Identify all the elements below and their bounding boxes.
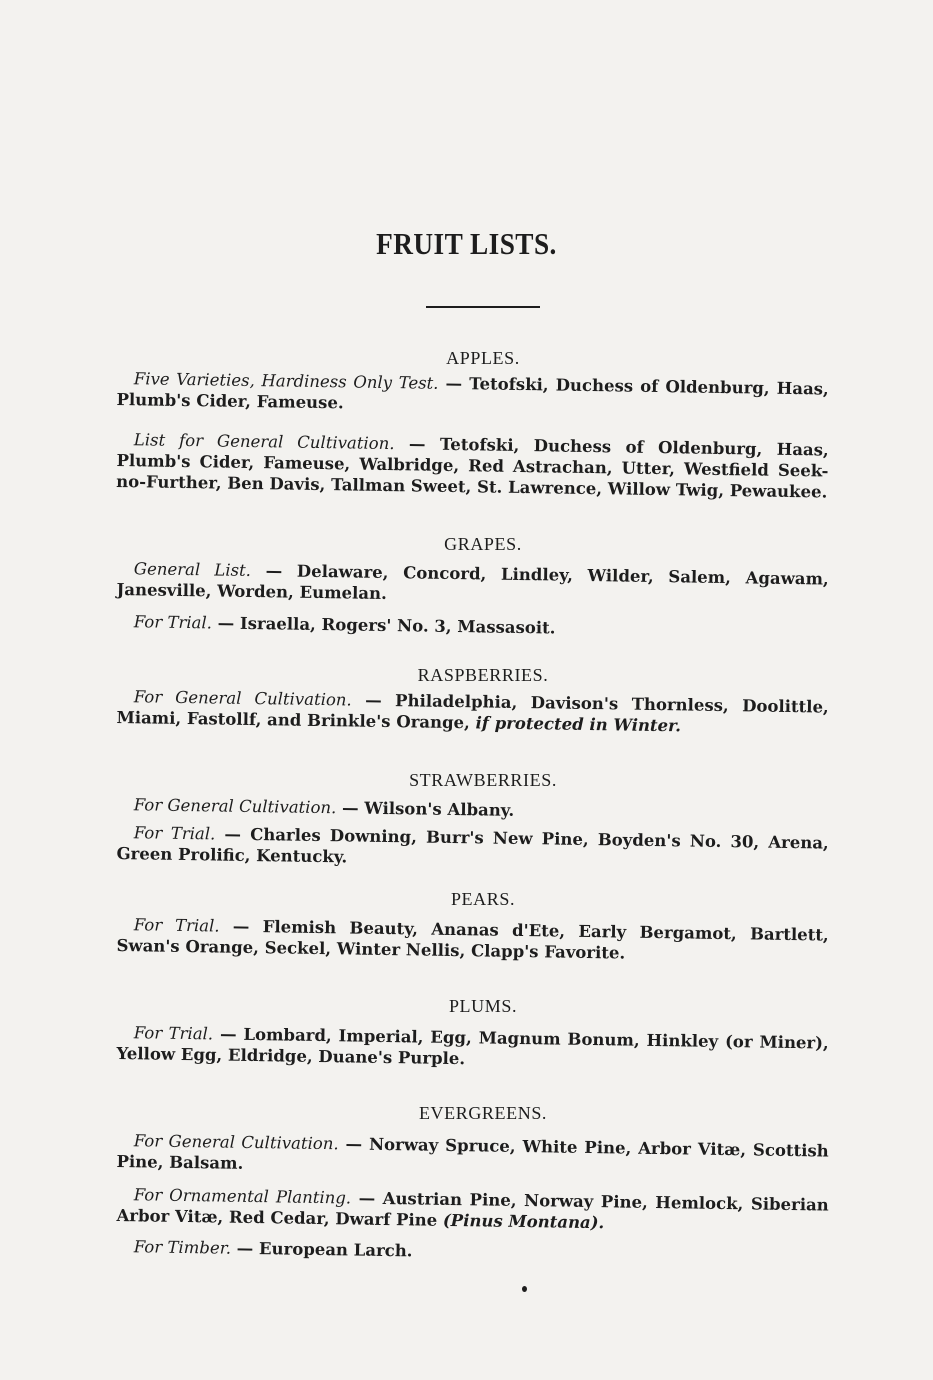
entry-text: European Larch. — [258, 1239, 413, 1261]
section-heading-raspberries: RASPBERRIES. — [417, 665, 549, 685]
section-heading-strawberries: STRAWBERRIES. — [409, 770, 557, 790]
section-heading-apples: APPLES. — [446, 348, 520, 368]
entry-text: Israella, Rogers' No. 3, Massasoit. — [239, 613, 556, 638]
entry-grapes-general: General List. — Delaware, Concord, Lindley, Wilder, Salem, Agawam, Janesville, Worden, Eumelan. — [116, 559, 829, 604]
entry-text: Charles Downing, Burr's New Pine, Boyden's No. 30, Arena, Green Prolific, Kentucky. — [116, 824, 829, 867]
entry-apples-hardiness: Five Varieties, Hardiness Only Test. — Tetofski, Duchess of Oldenburg, Haas, Plumb's Cider, Fameuse. — [116, 369, 829, 413]
entry-lead: For Trial. — [133, 1023, 214, 1044]
entry-grapes-trial: For Trial. — Israella, Rogers' No. 3, Massasoit. — [133, 612, 556, 638]
entry-evergreens-general: For General Cultivation. — Norway Spruce, White Pine, Arbor Vitæ, Scottish Pine, Balsam. — [116, 1131, 829, 1173]
entry-lead: General List. — [133, 559, 252, 580]
entry-lead: For Trial. — [133, 612, 213, 633]
entry-strawberries-general: For General Cultivation. — Wilson's Albany. — [133, 795, 515, 820]
entry-text: Norway Spruce, White Pine, Arbor Vitæ, Scottish Pine, Balsam. — [116, 1134, 829, 1173]
entry-pears-trial: For Trial. — Flemish Beauty, Ananas d'Ete, Early Bergamot, Bartlett, Swan's Orange, Seckel, Winter Nellis, Clapp's Favorite. — [116, 915, 829, 963]
entry-text: Wilson's Albany. — [364, 798, 515, 820]
entry-lead: For General Cultivation. — [133, 1131, 339, 1154]
entry-lead: For Timber. — [133, 1237, 232, 1258]
entry-text: Flemish Beauty, Ananas d'Ete, Early Bergamot, Bartlett, Swan's Orange, Seckel, Winter Nellis, Clapp's Favorite. — [116, 917, 829, 963]
entry-lead: For Ornamental Planting. — [133, 1185, 352, 1208]
entry-text: Lombard, Imperial, Egg, Magnum Bonum, Hinkley (or Miner), Yellow Egg, Eldridge, Duane's Purple. — [116, 1024, 829, 1069]
entry-text: Austrian Pine, Norway Pine, Hemlock, Siberian Arbor Vitæ, Red Cedar, Dwarf Pine — [116, 1188, 829, 1230]
section-heading-plums: PLUMS. — [448, 996, 518, 1016]
title-rule — [426, 306, 540, 308]
entry-text: Tetofski, Duchess of Oldenburg, Haas, Plumb's Cider, Fameuse. — [116, 374, 829, 413]
section-heading-grapes: GRAPES. — [444, 534, 522, 554]
section-heading-evergreens: EVERGREENS. — [418, 1103, 548, 1123]
entry-strawberries-trial: For Trial. — Charles Downing, Burr's New Pine, Boyden's No. 30, Arena, Green Prolific, Kentucky. — [116, 823, 829, 867]
entry-lead: List for General Cultivation. — [133, 430, 395, 454]
entry-plums-trial: For Trial. — Lombard, Imperial, Egg, Magnum Bonum, Hinkley (or Miner), Yellow Egg, Eldridge, Duane's Purple. — [116, 1023, 829, 1069]
entry-apples-general: List for General Cultivation. — Tetofski, Duchess of Oldenburg, Haas, Plumb's Cider, Fameuse, Walbridge, Red Astrachan, Utter, Westfield Seek-no-Further, Ben Davis, Tallman Sweet, St. Lawrence, Willow Twig, Pewaukee. — [116, 430, 829, 502]
entry-tail: (Pinus Montana). — [442, 1210, 605, 1233]
page-title: FRUIT LISTS. — [376, 226, 557, 261]
entry-lead: For Trial. — [133, 823, 216, 844]
entry-lead: For General Cultivation. — [133, 687, 352, 710]
entry-lead: For General Cultivation. — [133, 795, 337, 818]
entry-evergreens-timber: For Timber. — European Larch. — [133, 1237, 413, 1261]
entry-tail: if protected in Winter. — [475, 713, 682, 736]
entry-lead: Five Varieties, Hardiness Only Test. — [133, 369, 439, 393]
ink-dot — [522, 1286, 527, 1292]
entry-text: Philadelphia, Davison's Thornless, Doolittle, Miami, Fastollf, and Brinkle's Orange, — [116, 691, 829, 733]
entry-lead: For Trial. — [133, 915, 220, 936]
section-heading-pears: PEARS. — [450, 889, 516, 909]
entry-evergreens-ornamental: For Ornamental Planting. — Austrian Pine, Norway Pine, Hemlock, Siberian Arbor Vitæ, Red Cedar, Dwarf Pine (Pinus Montana). — [116, 1185, 829, 1233]
entry-text: Tetofski, Duchess of Oldenburg, Haas, Plumb's Cider, Fameuse, Walbridge, Red Astrachan, Utter, Westfield Seek-no-Further, Ben Davis, Tallman Sweet, St. Lawrence, Willow Twig, Pewaukee. — [116, 434, 829, 502]
entry-text: Delaware, Concord, Lindley, Wilder, Salem, Agawam, Janesville, Worden, Eumelan. — [116, 561, 829, 604]
entry-raspberries-general: For General Cultivation. — Philadelphia, Davison's Thornless, Doolittle, Miami, Fastollf, and Brinkle's Orange, if protected in Winter. — [116, 687, 829, 736]
